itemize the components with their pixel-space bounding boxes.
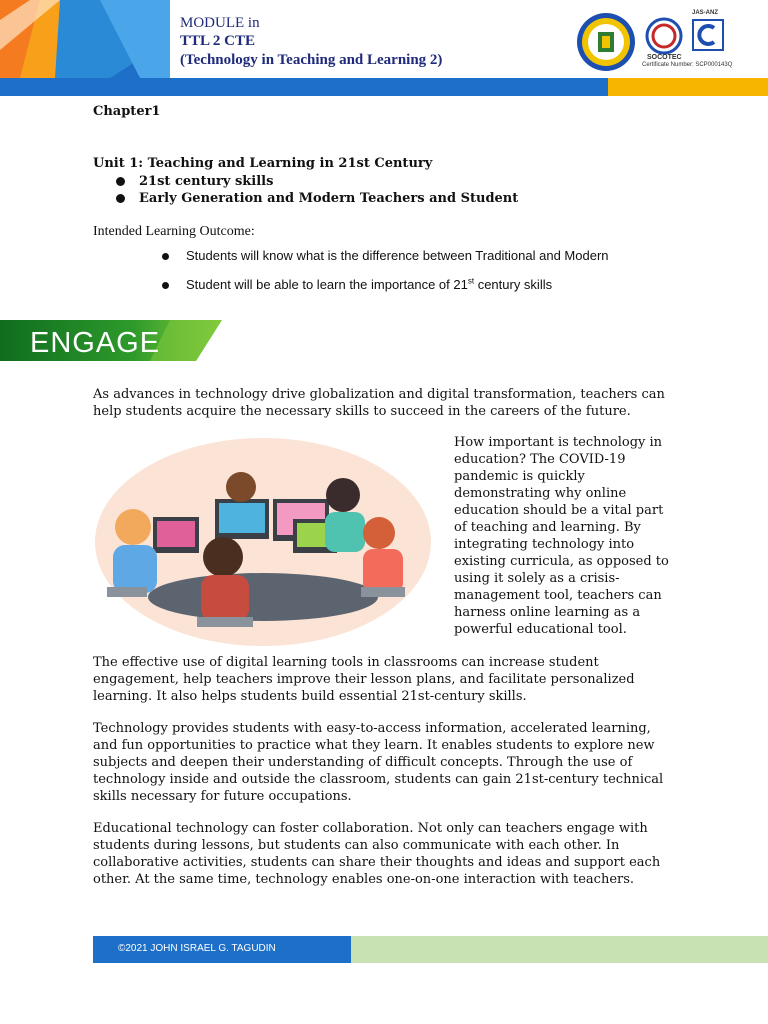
paragraph-technology-benefits: Technology provides students with easy-to-access information, accelerated learning, and fun opportunities to practice what they learn. It enables students to explore new subjects and deepen their understanding of difficult concepts. Through the use of technology inside and outside the classroom, students can gain 21st-century technical skills necessary for future occupations. [93, 721, 664, 804]
jas-anz-label: JAS-ANZ [692, 10, 719, 16]
unit-topic: Early Generation and Modern Teachers and Student [116, 190, 518, 207]
footer-bar-blue [93, 936, 351, 963]
top-bar-yellow [608, 78, 768, 96]
outcomes-list [160, 248, 609, 292]
header-logos [574, 10, 734, 72]
chapter-label: Chapter1 [93, 104, 161, 119]
university-seal-icon [576, 12, 636, 72]
paragraph-collaboration: Educational technology can foster collaboration. Not only can teachers engage with students during lessons, but students can also communicate with each other. In collaborative activities, students can share their thoughts and ideas and support each other. At the same time, technology enables one-on-one interaction with teachers. [93, 821, 661, 887]
side-paragraph: How important is technology in education? The COVID-19 pandemic is quickly demonstrating why online education should be a vital part of teaching and learning. By integrating technology into existing curricula, as opposed to using it solely as a crisis-management tool, teachers can harness online learning as a powerful educational tool. [454, 435, 669, 637]
footer-copyright: ©2021 JOHN ISRAEL G. TAGUDIN [118, 943, 276, 954]
outcome-text: Student will be able to learn the importance of 21st century skills [186, 277, 553, 293]
intro-paragraph: As advances in technology drive globalization and digital transformation, teachers can help students acquire the necessary skills to succeed in the careers of the future. [93, 387, 665, 419]
engage-label: ENGAGE [30, 327, 161, 359]
module-line: MODULE in [180, 15, 260, 31]
course-code: TTL 2 CTE [180, 33, 256, 49]
page-header [0, 0, 768, 78]
outcome-item [160, 277, 609, 292]
corner-decoration [0, 0, 170, 78]
certification-logo-icon [644, 16, 684, 56]
engage-banner [0, 320, 222, 361]
module-title [180, 14, 442, 70]
course-title: (Technology in Teaching and Learning 2) [180, 52, 443, 68]
outcomes-heading: Intended Learning Outcome: [93, 224, 255, 239]
footer-bar-green [351, 936, 768, 963]
unit-title: Unit 1: Teaching and Learning in 21st Century [93, 156, 433, 171]
socotec-label: SOCOTEC [647, 54, 682, 61]
top-bar-blue [0, 78, 608, 96]
jas-anz-logo-icon [692, 19, 724, 51]
certificate-number: Certificate Number: SCP000143Q [642, 62, 733, 68]
outcome-item: Students will know what is the difference between Traditional and Modern [160, 248, 609, 263]
students-computers-illustration [93, 437, 438, 649]
unit-topics [116, 173, 518, 207]
unit-topic: 21st century skills [116, 173, 518, 190]
paragraph-digital-tools: The effective use of digital learning tools in classrooms can increase student engagement, help teachers improve their lesson plans, and facilitate personalized learning. It also helps students build essential 21st-century skills. [93, 655, 635, 704]
